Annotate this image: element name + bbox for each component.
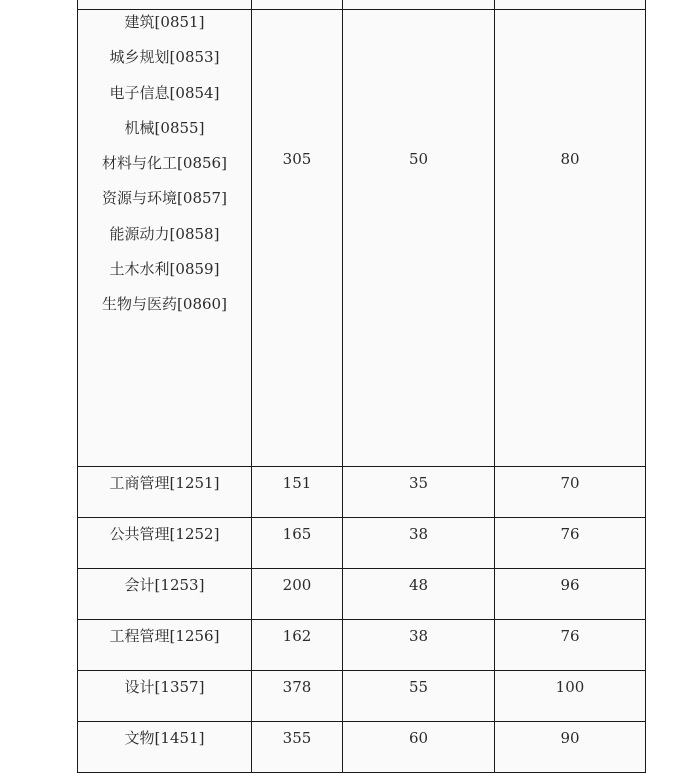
table-row-engineering-group (78, 10, 646, 467)
major-item: 电子信息[0854] (109, 83, 220, 102)
total-score-cell: 378 (252, 671, 343, 722)
major-list-cell (78, 10, 252, 467)
subject-score-1-cell: 55 (343, 671, 495, 722)
table-row-clipped (78, 0, 646, 10)
subject-score-1-cell: 38 (343, 620, 495, 671)
subject-score-1-cell: 38 (343, 518, 495, 569)
major-cell: 工程管理[1256] (78, 620, 252, 671)
major-item: 建筑[0851] (124, 13, 205, 31)
major-cell: 公共管理[1252] (78, 518, 252, 569)
subject-score-2-cell: 80 (495, 10, 646, 467)
total-score-cell: 151 (252, 467, 343, 518)
table-row (78, 569, 646, 620)
subject-score-2-cell: 90 (495, 722, 646, 773)
subject-score-2-cell: 76 (495, 518, 646, 569)
major-cell: 文物[1451] (78, 722, 252, 773)
subject-score-1-cell: 50 (343, 10, 495, 467)
major-cell: 工商管理[1251] (78, 467, 252, 518)
total-score-cell: 200 (252, 569, 343, 620)
table-row (78, 671, 646, 722)
major-list (78, 10, 251, 330)
table-row (78, 518, 646, 569)
subject-score-1-cell: 60 (343, 722, 495, 773)
major-item: 材料与化工[0856] (102, 154, 227, 173)
total-score-cell: 305 (252, 10, 343, 467)
major-item: 城乡规划[0853] (109, 48, 220, 67)
table-cell-clipped (495, 0, 646, 10)
table-row (78, 620, 646, 671)
total-score-cell: 162 (252, 620, 343, 671)
subject-score-2-cell: 76 (495, 620, 646, 671)
subject-score-2-cell: 70 (495, 467, 646, 518)
table-row (78, 722, 646, 773)
major-item: 机械[0855] (124, 118, 205, 137)
major-item: 能源动力[0858] (109, 224, 220, 243)
major-cell: 会计[1253] (78, 569, 252, 620)
subject-score-2-cell: 100 (495, 671, 646, 722)
table-row (78, 467, 646, 518)
major-item: 资源与环境[0857] (102, 189, 227, 208)
major-cell: 设计[1357] (78, 671, 252, 722)
total-score-cell: 165 (252, 518, 343, 569)
table-cell-clipped (343, 0, 495, 10)
total-score-cell: 355 (252, 722, 343, 773)
major-item: 土木水利[0859] (109, 260, 220, 279)
score-line-table (77, 0, 646, 773)
table-cell-clipped (78, 0, 252, 10)
subject-score-2-cell: 96 (495, 569, 646, 620)
subject-score-1-cell: 35 (343, 467, 495, 518)
subject-score-1-cell: 48 (343, 569, 495, 620)
major-item: 生物与医药[0860] (102, 295, 227, 314)
table-cell-clipped (252, 0, 343, 10)
